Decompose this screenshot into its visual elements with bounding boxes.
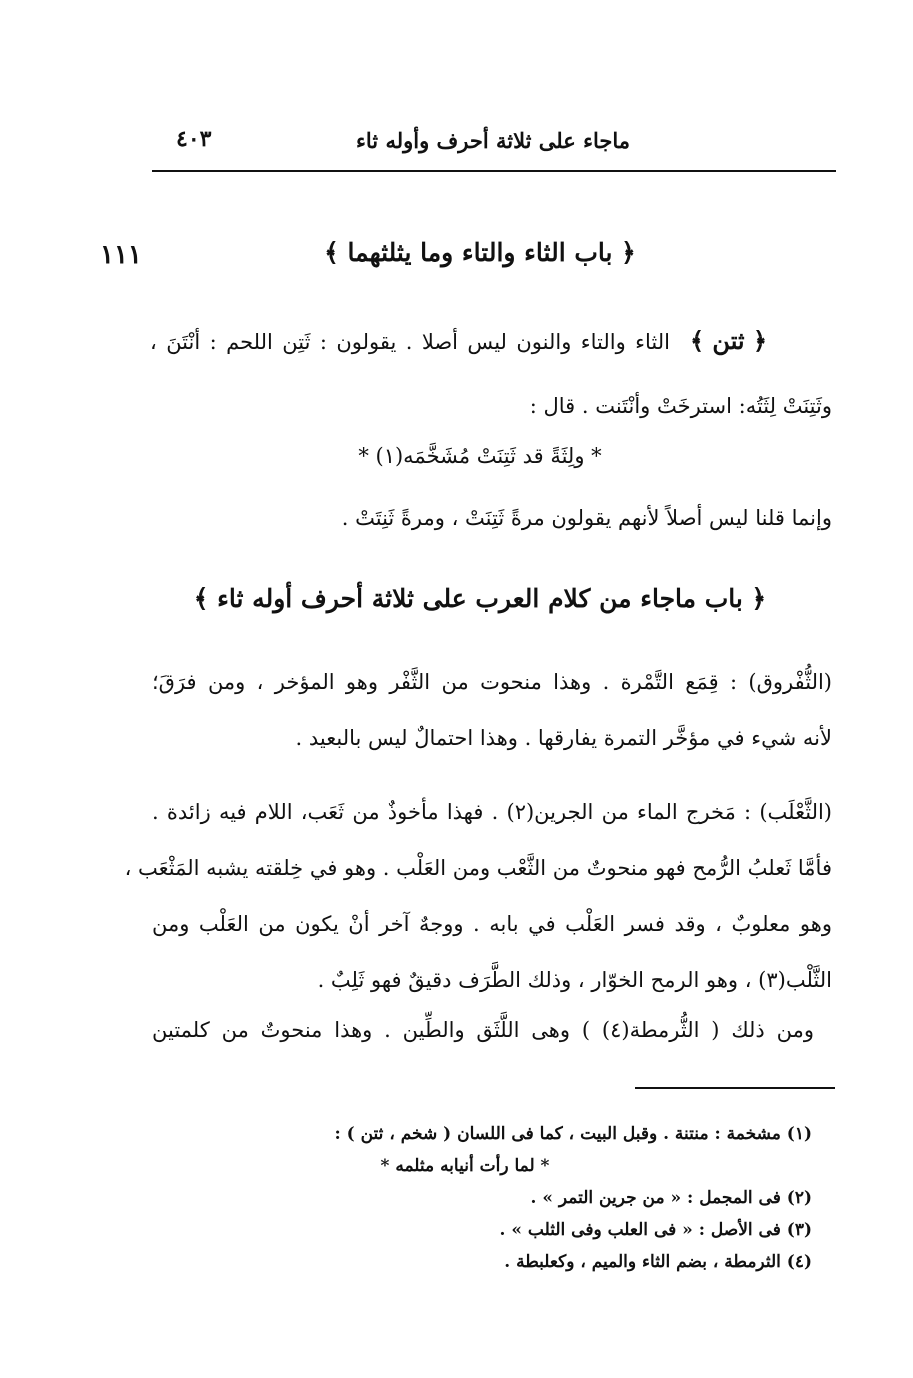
- entry2-line2: لأنه شيء في مؤخَّر التمرة يفارقها . وهذا احتمالٌ ليس بالبعيد .: [295, 726, 832, 750]
- entry1-verse: * ولِثَةً قد ثَتِنَتْ مُشَخَّمَه(١) *: [358, 444, 602, 468]
- entry3-line5: ومن ذلك ( الثُّرمطة(٤) ) وهى اللَّثَق والطِّين . وهذا منحوتٌ من كلمتين: [152, 1018, 814, 1042]
- footnote-4: (٤) الثرمطة ، بضم الثاء والميم ، وكعلبطة .: [504, 1252, 812, 1272]
- entry3-line1: (الثَّعْلَب) : مَخرج الماء من الجرين(٢) . فهذا مأخوذٌ من ثَعَب، اللام فيه زائدة .: [152, 800, 832, 824]
- section-number: ١١١: [100, 240, 142, 270]
- entry2-line1: (الثُّفْروق) : قِمَع التَّمْرة . وهذا منحوت من الثَّفْر وهو المؤخر ، ومن فرَقَ؛: [152, 670, 832, 694]
- footnote-1: (١) مشخمة : منتنة . وقبل البيت ، كما فى اللسان ( شخم ، ثتن ) :: [334, 1124, 812, 1144]
- header-rule: [152, 170, 836, 172]
- page-number: ٤٠٣: [176, 126, 212, 152]
- entry1-line1: الثاء والتاء والنون ليس أصلا . يقولون : ثَتِن اللحم : أنْتَنَ ،: [150, 330, 670, 354]
- entry1-line3: وإنما قلنا ليس أصلاً لأنهم يقولون مرةً ثَتِنَتْ ، ومرةً ثَنِتَتْ .: [341, 506, 832, 530]
- section-title-three-letters: ﴿ باب ماجاء من كلام العرب على ثلاثة أحرف أوله ثاء ﴾: [193, 584, 767, 613]
- footnote-2: (٢) فى المجمل : « من جرين التمر » .: [530, 1188, 812, 1208]
- footnote-rule: [635, 1087, 835, 1089]
- running-head: ماجاء على ثلاثة أحرف وأوله ثاء: [356, 128, 630, 153]
- footnote-1-verse: * لما رأت أنيابه مثلمه *: [380, 1156, 550, 1176]
- entry-headword-thatana: ﴿ ثتن ﴾: [690, 326, 768, 355]
- entry1-line2: وثَتِنَتْ لِثَتُه: استرخَتْ وأنْتَنت . قال :: [529, 394, 832, 418]
- entry3-line2: فأمَّا ثَعلبُ الرُّمح فهو منحوتٌ من الثَّعْب ومن العَلْب . وهو في خِلقته يشبه المَثْعَب ،: [124, 856, 832, 880]
- footnote-3: (٣) فى الأصل : « فى العلب وفى الثلب » .: [499, 1220, 812, 1240]
- entry3-line4: الثَّلْب(٣) ، وهو الرمح الخوّار ، وذلك الطَّرَف دقيقٌ فهو ثَلِبٌ .: [317, 968, 832, 992]
- entry3-line3: وهو معلوبٌ ، وقد فسر العَلْب في بابه . ووجهٌ آخر أنْ يكون من العَلْب ومن: [152, 912, 832, 936]
- section-title-thaa-taa: ﴿ باب الثاء والتاء وما يثلثهما ﴾: [324, 238, 636, 267]
